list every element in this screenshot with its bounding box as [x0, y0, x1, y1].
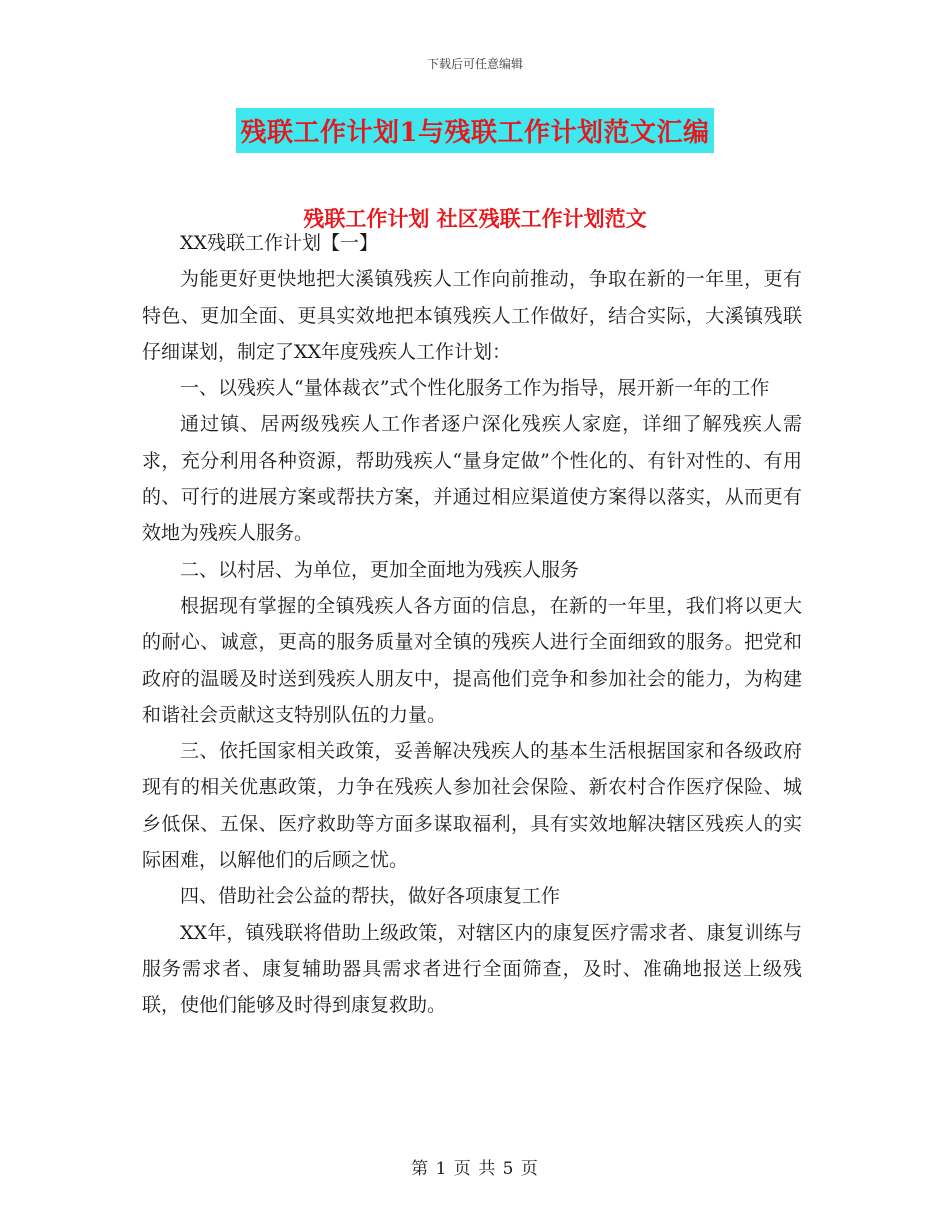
header-note: 下载后可任意编辑 [426, 57, 523, 71]
paragraph: 根据现有掌握的全镇残疾人各方面的信息，在新的一年里，我们将以更大的耐心、诚意，更高的服务质量对全镇的残疾人进行全面细致的服务。把党和政府的温暖及时送到残疾人朋友中，提高他们竞争和参加社会的能力，为构建和谐社会贡献这支特别队伍的力量。 [142, 594, 802, 726]
paragraph: XX年，镇残联将借助上级政策，对辖区内的康复医疗需求者、康复训练与服务需求者、康复辅助器具需求者进行全面筛查，及时、准确地报送上级残联，使他们能够及时得到康复救助。 [142, 921, 802, 1017]
document-body [142, 225, 802, 1024]
section-title: 残联工作计划 社区残联工作计划范文 [303, 206, 647, 231]
paragraph: 一、以残疾人“量体裁衣”式个性化服务工作为指导，展开新一年的工作 [180, 377, 770, 400]
paragraph: 三、依托国家相关政策，妥善解决残疾人的基本生活根据国家和各级政府现有的相关优惠政策，力争在残疾人参加社会保险、新农村合作医疗保险、城乡低保、五保、医疗救助等方面多谋取福利，具有实效地解决辖区残疾人的实际困难，以解他们的后顾之忧。 [142, 740, 802, 872]
paragraph: 四、借助社会公益的帮扶，做好各项康复工作 [180, 885, 561, 908]
paragraph: 为能更好更快地把大溪镇残疾人工作向前推动，争取在新的一年里，更有特色、更加全面、更具实效地把本镇残疾人工作做好，结合实际，大溪镇残联仔细谋划，制定了XX年度残疾人工作计划： [142, 268, 802, 363]
document-title [0, 108, 950, 153]
document-title-text: 残联工作计划1与残联工作计划范文汇编 [236, 108, 713, 153]
paragraph: XX残联工作计划【一】 [180, 232, 379, 254]
page-number: 第 1 页 共 5 页 [411, 1159, 539, 1179]
paragraph: 二、以村居、为单位，更加全面地为残疾人服务 [180, 558, 580, 581]
paragraph: 通过镇、居两级残疾人工作者逐户深化残疾人家庭，详细了解残疾人需求，充分利用各种资源，帮助残疾人“量身定做”个性化的、有针对性的、有用的、可行的进展方案或帮扶方案，并通过相应渠道使方案得以落实，从而更有效地为残疾人服务。 [142, 413, 802, 545]
